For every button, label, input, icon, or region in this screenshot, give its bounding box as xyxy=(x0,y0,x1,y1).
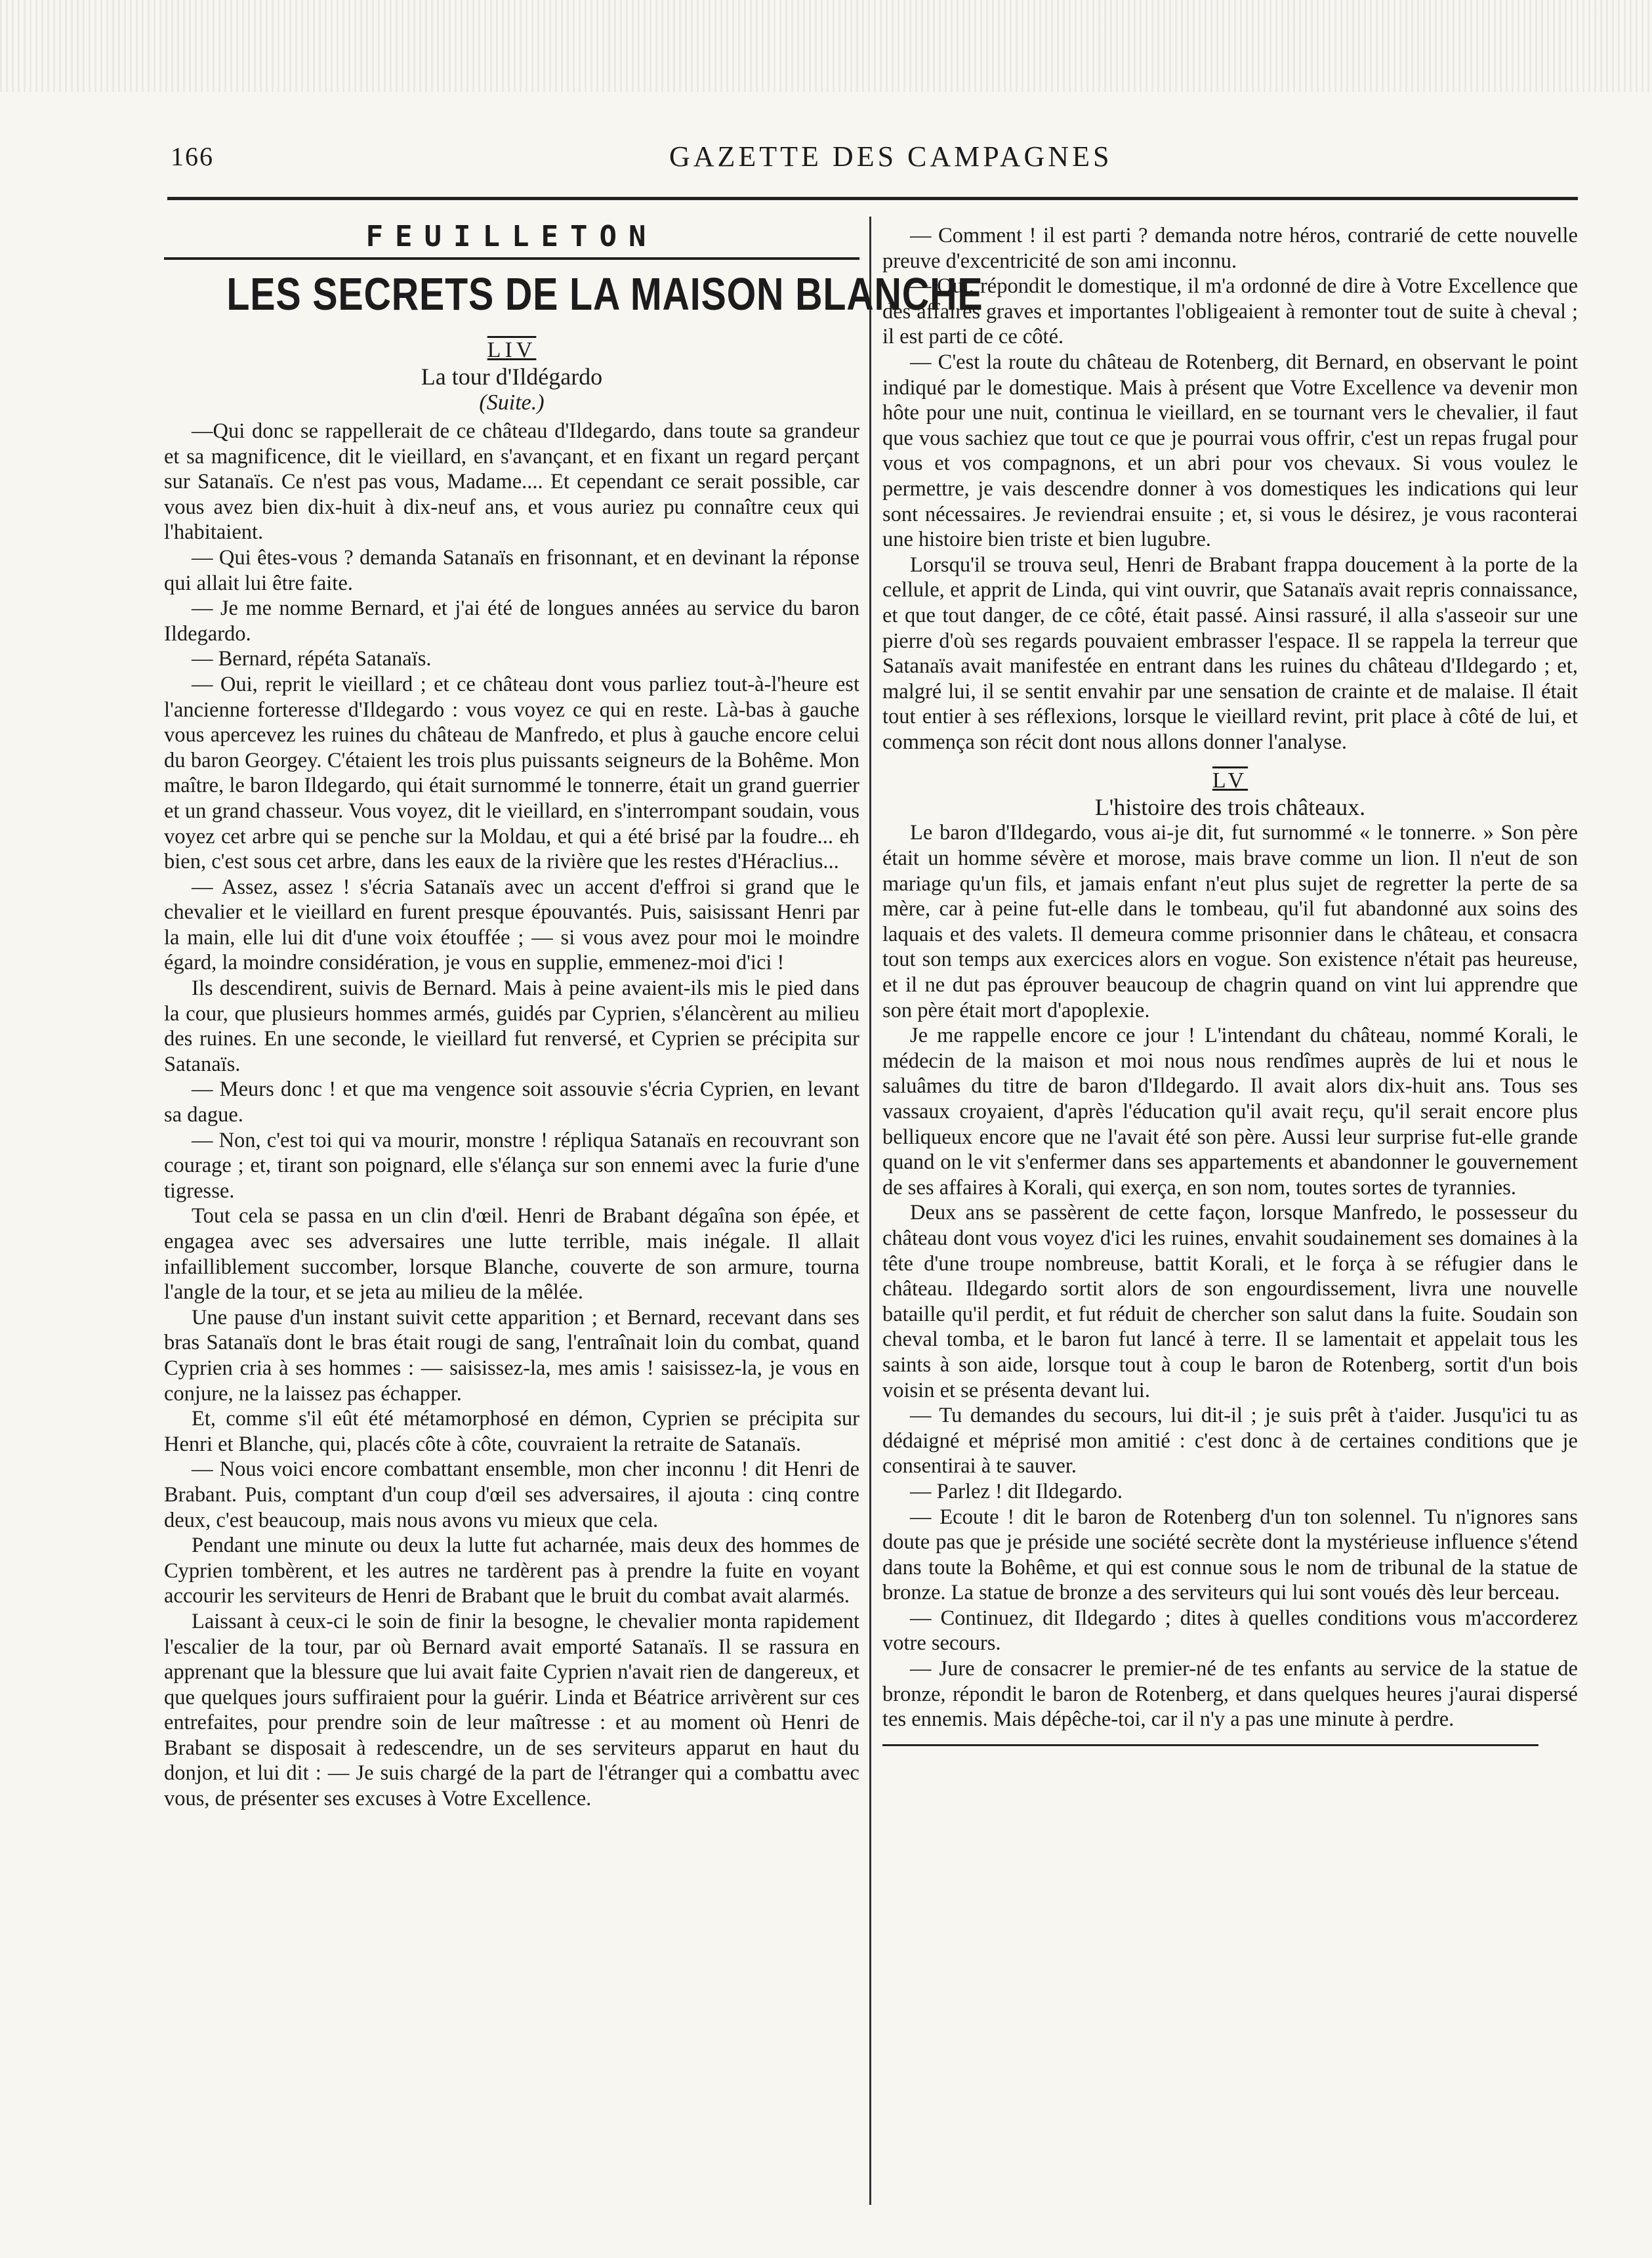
paragraph: — Jure de consacrer le premier-né de tes enfants au service de la statue de bronze, répondit le baron de Rotenberg, et dans quelques heures j'aurai dispersé tes ennemis. Mais dépêche-toi, car il n'y a pas une minute à perdre. xyxy=(882,1657,1578,1732)
paragraph: Le baron d'Ildegardo, vous ai-je dit, fut surnommé « le tonnerre. » Son père était un homme sévère et morose, mais brave comme un lion. Il n'eut de son mariage qu'un fils, et jamais enfant n'eut plus sujet de regretter la perte de sa mère, car à peine fut-elle dans le tombeau, qu'il fut abandonné aux soins des laquais et des valets. Il demeura comme prisonnier dans le château, et consacra tout son temps aux exercices alors en vogue. Son existence n'était pas heureuse, et il ne dut pas éprouver beaucoup de chagrin quand on vint lui apprendre que son père était mort d'apoplexie. xyxy=(882,821,1578,1022)
gazette-title: GAZETTE DES CAMPAGNES xyxy=(669,140,1113,173)
paragraph: Ils descendirent, suivis de Bernard. Mais à peine avaient-ils mis le pied dans la cour, que plusieurs hommes armés, guidés par Cyprien, s'élancèrent au milieu des ruines. En une seconde, le vieillard fut renversé, et Cyprien se précipita sur Satanaïs. xyxy=(164,976,859,1076)
paragraph: — Tu demandes du secours, lui dit-il ; je suis prêt à t'aider. Jusqu'ici tu as dédaigné et méprisé mon amitié : c'est donc à de certaines conditions que je consentirai à te sauver. xyxy=(882,1404,1578,1478)
right-column xyxy=(882,223,1578,1746)
paragraph: Tout cela se passa en un clin d'œil. Henri de Brabant dégaîna son épée, et engagea avec ses adversaires une lutte terrible, mais inégale. Il allait infailliblement succomber, lorsque Blanche, couverte de son armure, tourna l'angle de la tour, et se jeta au milieu de la mêlée. xyxy=(164,1204,859,1305)
header-rule xyxy=(167,197,1578,200)
page-header xyxy=(157,135,1581,180)
paragraph: Deux ans se passèrent de cette façon, lorsque Manfredo, le possesseur du château dont vous voyez d'ici les ruines, envahit soudainement ses domaines à la tête d'une troupe nombreuse, battit Korali, et le força à se réfugier dans le château. Ildegardo sortit alors de son engourdissement, livra une nouvelle bataille qu'il perdit, et fut réduit de chercher son salut dans la fuite. Soudain son cheval tomba, et le baron fut lancé à terre. Il se lamentait et appelait tous les saints à son aide, lorsque tout à coup le baron de Rotenberg, sortit d'un bois voisin et se présenta devant lui. xyxy=(882,1201,1578,1402)
serial-title: LES SECRETS DE LA MAISON BLANCHE xyxy=(226,268,983,320)
paragraph: — Comment ! il est parti ? demanda notre héros, contrarié de cette nouvelle preuve d'excentricité de son ami inconnu. xyxy=(882,224,1578,273)
page-number: 166 xyxy=(171,142,214,171)
paragraph: — Meurs donc ! et que ma vengence soit assouvie s'écria Cyprien, en levant sa dague. xyxy=(164,1077,859,1127)
chapter-number: LV xyxy=(1212,768,1249,793)
paragraph: — Continuez, dit Ildegardo ; dites à quelles conditions vous m'accorderez votre secours. xyxy=(882,1606,1578,1656)
suite-label: (Suite.) xyxy=(479,390,545,415)
chapter-title: L'histoire des trois châteaux. xyxy=(1094,794,1366,821)
paragraph: — Parlez ! dit Ildegardo. xyxy=(910,1479,1123,1503)
paragraph: — Qui êtes-vous ? demanda Satanaïs en frisonnant, et en devinant la réponse qui allait lui être faite. xyxy=(164,545,859,595)
chapter-number: LIV xyxy=(487,338,537,362)
paragraph: — C'est la route du château de Rotenberg, dit Bernard, en observant le point indiqué par le domestique. Mais à présent que Votre Excellence va devenir mon hôte pour une nuit, continua le vieillard, en se tournant vers le chevalier, il faut que vous sachiez que tout ce que je pourrai vous offrir, c'est un repas frugal pour vous et vos compagnons, et un abri pour vos chevaux. Si vous voulez le permettre, je vais descendre donner à vos domestiques les indications qui leur sont nécessaires. Je reviendrai ensuite ; et, si vous le désirez, je vous raconterai une histoire bien triste et bien lugubre. xyxy=(882,350,1578,552)
paragraph: Et, comme s'il eût été métamorphosé en démon, Cyprien se précipita sur Henri et Blanche, qui, placés côte à côte, couvraient la retraite de Satanaïs. xyxy=(164,1407,859,1456)
paragraph: — Ecoute ! dit le baron de Rotenberg d'un ton solennel. Tu n'ignores sans doute pas que je préside une société secrète dont la mystérieuse influence s'étend dans toute la Bohême, et qui est connue sous le nom de tribunal de la statue de bronze. La statue de bronze a des serviteurs qui lui sont voués dès leur berceau. xyxy=(882,1505,1578,1605)
scan-noise xyxy=(0,0,1652,92)
paragraph: Une pause d'un instant suivit cette apparition ; et Bernard, recevant dans ses bras Satanaïs dont le bras était rougi de sang, l'entraînait loin du combat, quand Cyprien cria à ses hommes : — saisissez-la, mes amis ! saisissez-la, je vous en conjure, ne la laissez pas échapper. xyxy=(164,1305,859,1406)
paragraph: — Oui, répondit le domestique, il m'a ordonné de dire à Votre Excellence que des affaires graves et importantes l'obligeaient à remonter tout de suite à cheval ; il est parti de ce côté. xyxy=(882,274,1578,349)
paragraph: —Qui donc se rappellerait de ce château d'Ildegardo, dans toute sa grandeur et sa magnificence, dit le vieillard, en s'avançant, et en fixant un regard perçant sur Satanaïs. Ce n'est pas vous, Madame.... Et cependant ce serait possible, car vous avez bien dix-huit à dix-neuf ans, et vous auriez pu connaître ceux qui l'habitaient. xyxy=(164,419,859,545)
paragraph: Lorsqu'il se trouva seul, Henri de Brabant frappa doucement à la porte de la cellule, et apprit de Linda, qui vint ouvrir, que Satanaïs avait repris connaissance, et que tout danger, de ce côté, était passé. Ainsi rassuré, il alla s'asseoir sur une pierre d'où ses regards pouvaient embrasser l'espace. Il se rappela la terreur que Satanaïs avait manifestée en entrant dans les ruines du château d'Ildegardo ; et, malgré lui, il se sentit envahir par une sensation de crainte et de malaise. Il était tout entier à ses réflexions, lorsque le vieillard revint, prit place à côté de lui, et commença son récit dont nous allons donner l'analyse. xyxy=(882,553,1578,754)
paragraph: Pendant une minute ou deux la lutte fut acharnée, mais deux des hommes de Cyprien tombèrent, et les autres ne tardèrent pas à prendre la fuite en voyant accourir les serviteurs de Henri de Brabant que le bruit du combat avait alarmés. xyxy=(164,1534,859,1608)
paragraph: Laissant à ceux-ci le soin de finir la besogne, le chevalier monta rapidement l'escalier de la tour, par où Bernard avait emporté Satanaïs. Il se rassura en apprenant que la blessure que lui avait faite Cyprien n'avait rien de dangereux, et que quelques jours suffiraient pour la guérir. Linda et Béatrice arrivèrent sur ces entrefaites, pour prendre soin de leur maîtresse : et au moment où Henri de Brabant se disposait à redescendre, un de ses serviteurs apparut en haut du donjon, et lui dit : — Je suis chargé de la part de l'étranger qui a combattu avec vous, de présenter ses excuses à Votre Excellence. xyxy=(164,1609,859,1811)
end-rule xyxy=(882,1744,1538,1746)
paragraph: — Non, c'est toi qui va mourir, monstre ! répliqua Satanaïs en recouvrant son courage ; et, tirant son poignard, elle s'élança sur son ennemi avec la furie d'une tigresse. xyxy=(164,1128,859,1203)
column-divider xyxy=(869,217,871,2205)
paragraph: — Bernard, répéta Satanaïs. xyxy=(192,647,432,671)
paragraph: — Nous voici encore combattant ensemble, mon cher inconnu ! dit Henri de Brabant. Puis, comptant d'un coup d'œil ses adversaires, il ajouta : cinq contre deux, c'est beaucoup, mais nous avons vu mieux que cela. xyxy=(164,1457,859,1532)
paragraph: — Assez, assez ! s'écria Satanaïs avec un accent d'effroi si grand que le chevalier et le vieillard en furent presque épouvantés. Puis, saisissant Henri par la main, elle lui dit d'une voix étouffée ; — si vous avez pour moi le moindre égard, la moindre considération, je vous en supplie, emmenez-moi d'ici ! xyxy=(164,875,859,975)
chapter-title: La tour d'Ildégardo xyxy=(421,364,603,390)
paragraph: Je me rappelle encore ce jour ! L'intendant du château, nommé Korali, le médecin de la maison et moi nous nous rendîmes auprès de lui et nous le saluâmes du titre de baron d'Ildegardo. Il avait alors dix-huit ans. Tous ses vassaux croyaient, d'après l'éducation qu'il avait reçu, qu'il serait encore plus belliqueux encore que ne l'avait été son père. Aussi leur surprise fut-elle grande quand on le vit s'enfermer dans ses appartements et abandonner le gouvernement de ses affaires à Korali, qui exerça, en son nom, toutes sortes de tyrannies. xyxy=(882,1024,1578,1200)
paragraph: — Oui, reprit le vieillard ; et ce château dont vous parliez tout-à-l'heure est l'ancienne forteresse d'Ildegardo : vous voyez ce qui en reste. Là-bas à gauche vous apercevez les ruines du château de Manfredo, et plus à gauche encore celui du baron Georgey. C'étaient les trois plus puissants seigneurs de la Bohême. Mon maître, le baron Ildegardo, qui était surnommé le tonnerre, était un grand guerrier et un grand chasseur. Vous voyez, dit le vieillard, en s'interrompant soudain, vous voyez cet arbre qui se penche sur la Moldau, et qui a été brisé par la foudre... eh bien, c'est sous cet arbre, dans les eaux de la rivière que les restes d'Héraclius... xyxy=(164,672,859,874)
left-column xyxy=(164,217,983,1812)
feuilleton-heading: FEUILLETON xyxy=(164,217,859,260)
paragraph: — Je me nomme Bernard, et j'ai été de longues années au service du baron Ildegardo. xyxy=(164,596,859,646)
